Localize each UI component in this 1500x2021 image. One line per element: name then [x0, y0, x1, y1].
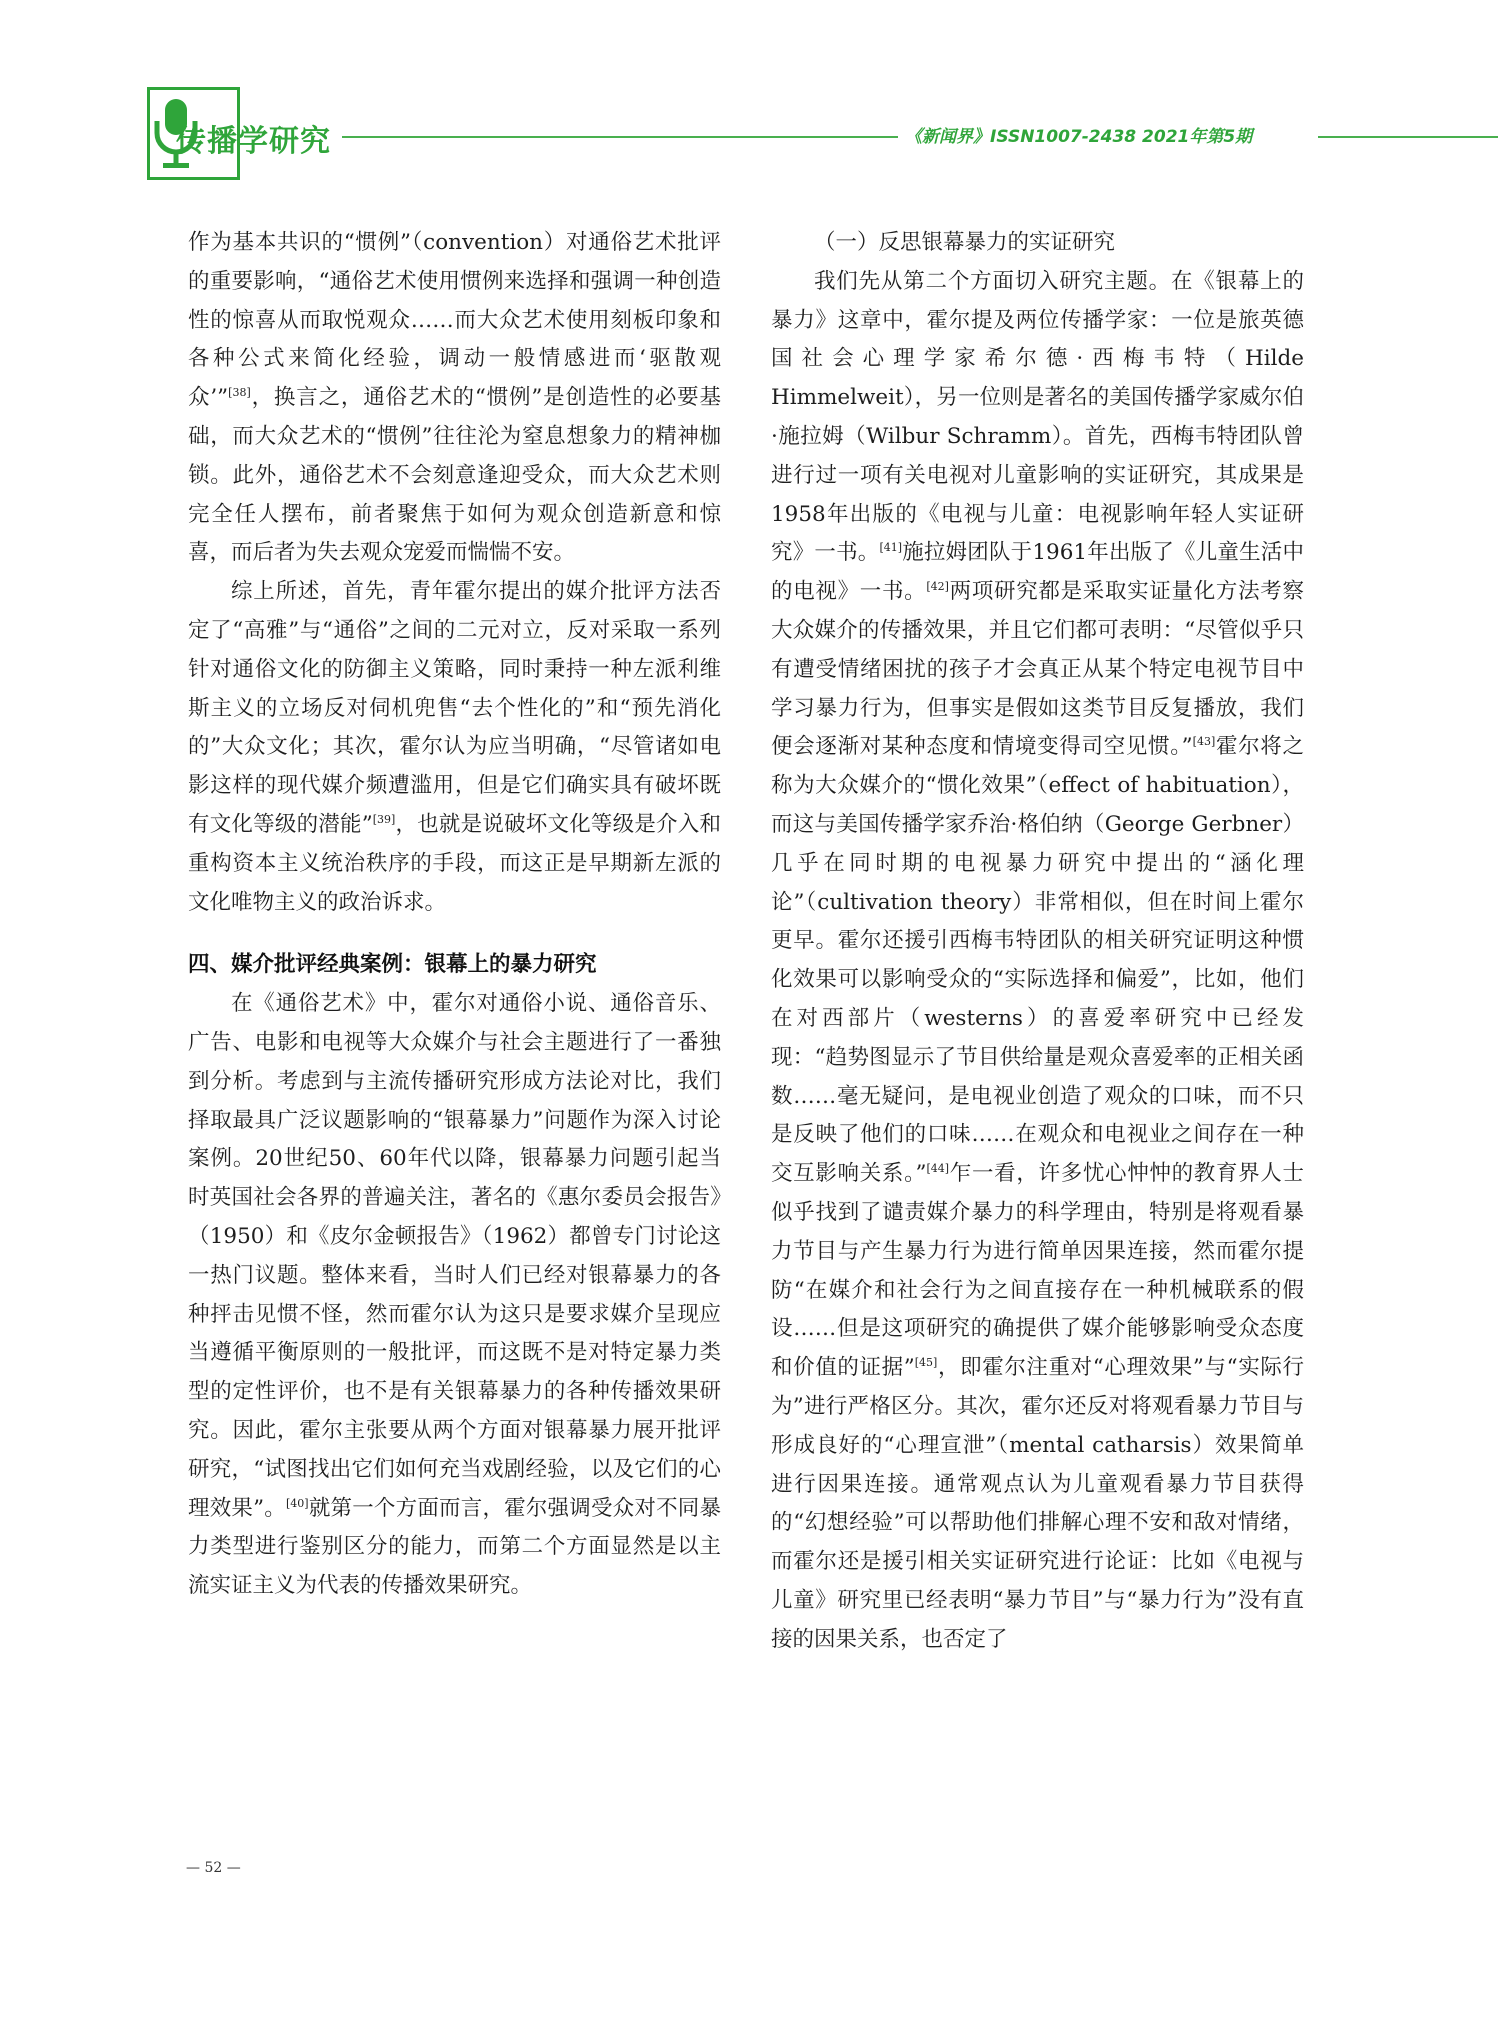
text: ，也就是说破坏文化等级是介入和重构资本主义统治秩序的手段，而这正是早期新左派的文化唯物主义的政治诉求。 [188, 811, 721, 915]
text: ，即霍尔注重对“心理效果”与“实际行为”进行严格区分。其次，霍尔还反对将观看暴力节目与形成良好的“心理宣泄”（mental catharsis）效果简单进行因果连接。通常观点认为儿童观看暴力节目获得的“幻想经验”可以帮助他们排解心理不安和敌对情绪，而霍尔还是援引相关实证研究进行论证：比如《电视与儿童》研究里已经表明“暴力节目”与“暴力行为”没有直接的因果关系，也否定了 [771, 1355, 1304, 1652]
paragraph [188, 224, 721, 573]
paragraph [188, 573, 721, 922]
subsection-heading: （一）反思银幕暴力的实证研究 [814, 230, 1116, 255]
text: 作为基本共识的“惯例”（convention）对通俗艺术批评的重要影响，“通俗艺术使用惯例来选择和强调一种创造性的惊喜从而取悦观众……而大众艺术使用刻板印象和各种公式来简化经验，调动一般情感进而‘驱散观众’” [188, 230, 721, 411]
text: 就第一个方面而言，霍尔强调受众对不同暴力类型进行鉴别区分的能力，而第二个方面显然是以主流实证主义为代表的传播效果研究。 [188, 1495, 721, 1599]
journal-info: 《新闻界》ISSN1007-2438 2021年第5期 [905, 127, 1253, 147]
text: 在《通俗艺术》中，霍尔对通俗小说、通俗音乐、广告、电影和电视等大众媒介与社会主题进行了一番独到分析。考虑到与主流传播研究形成方法论对比，我们择取最具广泛议题影响的“银幕暴力”问题作为深入讨论案例。20世纪50、60年代以降，银幕暴力问题引起当时英国社会各界的普遍关注，著名的《惠尔委员会报告》（1950）和《皮尔金顿报告》（1962）都曾专门讨论这一热门议题。整体来看，当时人们已经对银幕暴力的各种抨击见惯不怪，然而霍尔认为这只是要求媒介呈现应当遵循平衡原则的一般批评，而这既不是对特定暴力类型的定性评价，也不是有关银幕暴力的各种传播效果研究。因此，霍尔主张要从两个方面对银幕暴力展开批评研究，“试图找出它们如何充当戏剧经验，以及它们的心理效果”。 [188, 991, 721, 1521]
right-column [771, 224, 1304, 1659]
header-divider [1318, 136, 1498, 138]
text: 我们先从第二个方面切入研究主题。在《银幕上的暴力》这章中，霍尔提及两位传播学家：一位是旅英德国社会心理学家希尔德·西梅韦特（Hilde Himmelweit），另一位则是著名的美国传播学家威尔伯·施拉姆（Wilbur Schramm）。首先，西梅韦特团队曾进行过一项有关电视对儿童影响的实证研究，其成果是1958年出版的《电视与儿童：电视影响年轻人实证研究》一书。 [771, 268, 1304, 566]
text: 两项研究都是采取实证量化方法考察大众媒介的传播效果，并且它们都可表明：“尽管似乎只有遭受情绪困扰的孩子才会真正从某个特定电视节目中学习暴力行为，但事实是假如这类节目反复播放，我们便会逐渐对某种态度和情境变得司空见惯。” [771, 579, 1304, 760]
paragraph [771, 263, 1304, 1660]
text: 乍一看，许多忧心忡忡的教育界人士似乎找到了谴责媒介暴力的科学理由，特别是将观看暴力节目与产生暴力行为进行简单因果连接，然而霍尔提防“在媒介和社会行为之间直接存在一种机械联系的假设……但是这项研究的确提供了媒介能够影响受众态度和价值的证据” [771, 1161, 1304, 1381]
text: 霍尔将之称为大众媒介的“惯化效果”（effect of habituation），而这与美国传播学家乔治·格伯纳（George Gerbner）几乎在同时期的电视暴力研究中提出的“涵化理论”（cultivation theory）非常相似，但在时间上霍尔更早。霍尔还援引西梅韦特团队的相关研究证明这种惯化效果可以影响受众的“实际选择和偏爱”，比如，他们在对西部片（westerns）的喜爱率研究中已经发现：“趋势图显示了节目供给量是观众喜爱率的正相关函数……毫无疑问，是电视业创造了观众的口味，而不只是反映了他们的口味……在观众和电视业之间存在一种交互影响关系。” [771, 734, 1304, 1187]
citation-ref: [45] [914, 1356, 938, 1370]
citation-ref: [38] [228, 386, 251, 400]
header-divider [342, 136, 898, 138]
page-number: — 52 — [186, 1860, 241, 1876]
citation-ref: [41] [879, 541, 903, 555]
citation-ref: [42] [926, 580, 949, 594]
text: ，换言之，通俗艺术的“惯例”是创造性的必要基础，而大众艺术的“惯例”往往沦为窒息想象力的精神枷锁。此外，通俗艺术不会刻意逢迎受众，而大众艺术则完全任人摆布，前者聚焦于如何为观众创造新意和惊喜，而后者为失去观众宠爱而惴惴不安。 [188, 385, 721, 566]
section-heading: 四、媒介批评经典案例：银幕上的暴力研究 [188, 952, 597, 978]
page-header [0, 0, 1500, 200]
citation-ref: [40] [286, 1496, 309, 1510]
text: 综上所述，首先，青年霍尔提出的媒介批评方法否定了“高雅”与“通俗”之间的二元对立，反对采取一系列针对通俗文化的防御主义策略，同时秉持一种左派利维斯主义的立场反对伺机兜售“去个性化的”和“预先消化的”大众文化；其次，霍尔认为应当明确，“尽管诸如电影这样的现代媒介频遭滥用，但是它们确实具有破坏既有文化等级的潜能” [188, 579, 721, 837]
citation-ref: [39] [372, 812, 396, 826]
paragraph [188, 985, 721, 1606]
text: 施拉姆团队于1961年出版了《儿童生活中的电视》一书。 [771, 540, 1304, 605]
citation-ref: [43] [1192, 735, 1216, 749]
citation-ref: [44] [926, 1162, 950, 1176]
left-column [188, 224, 721, 1606]
section-title: 传播学研究 [176, 124, 331, 159]
